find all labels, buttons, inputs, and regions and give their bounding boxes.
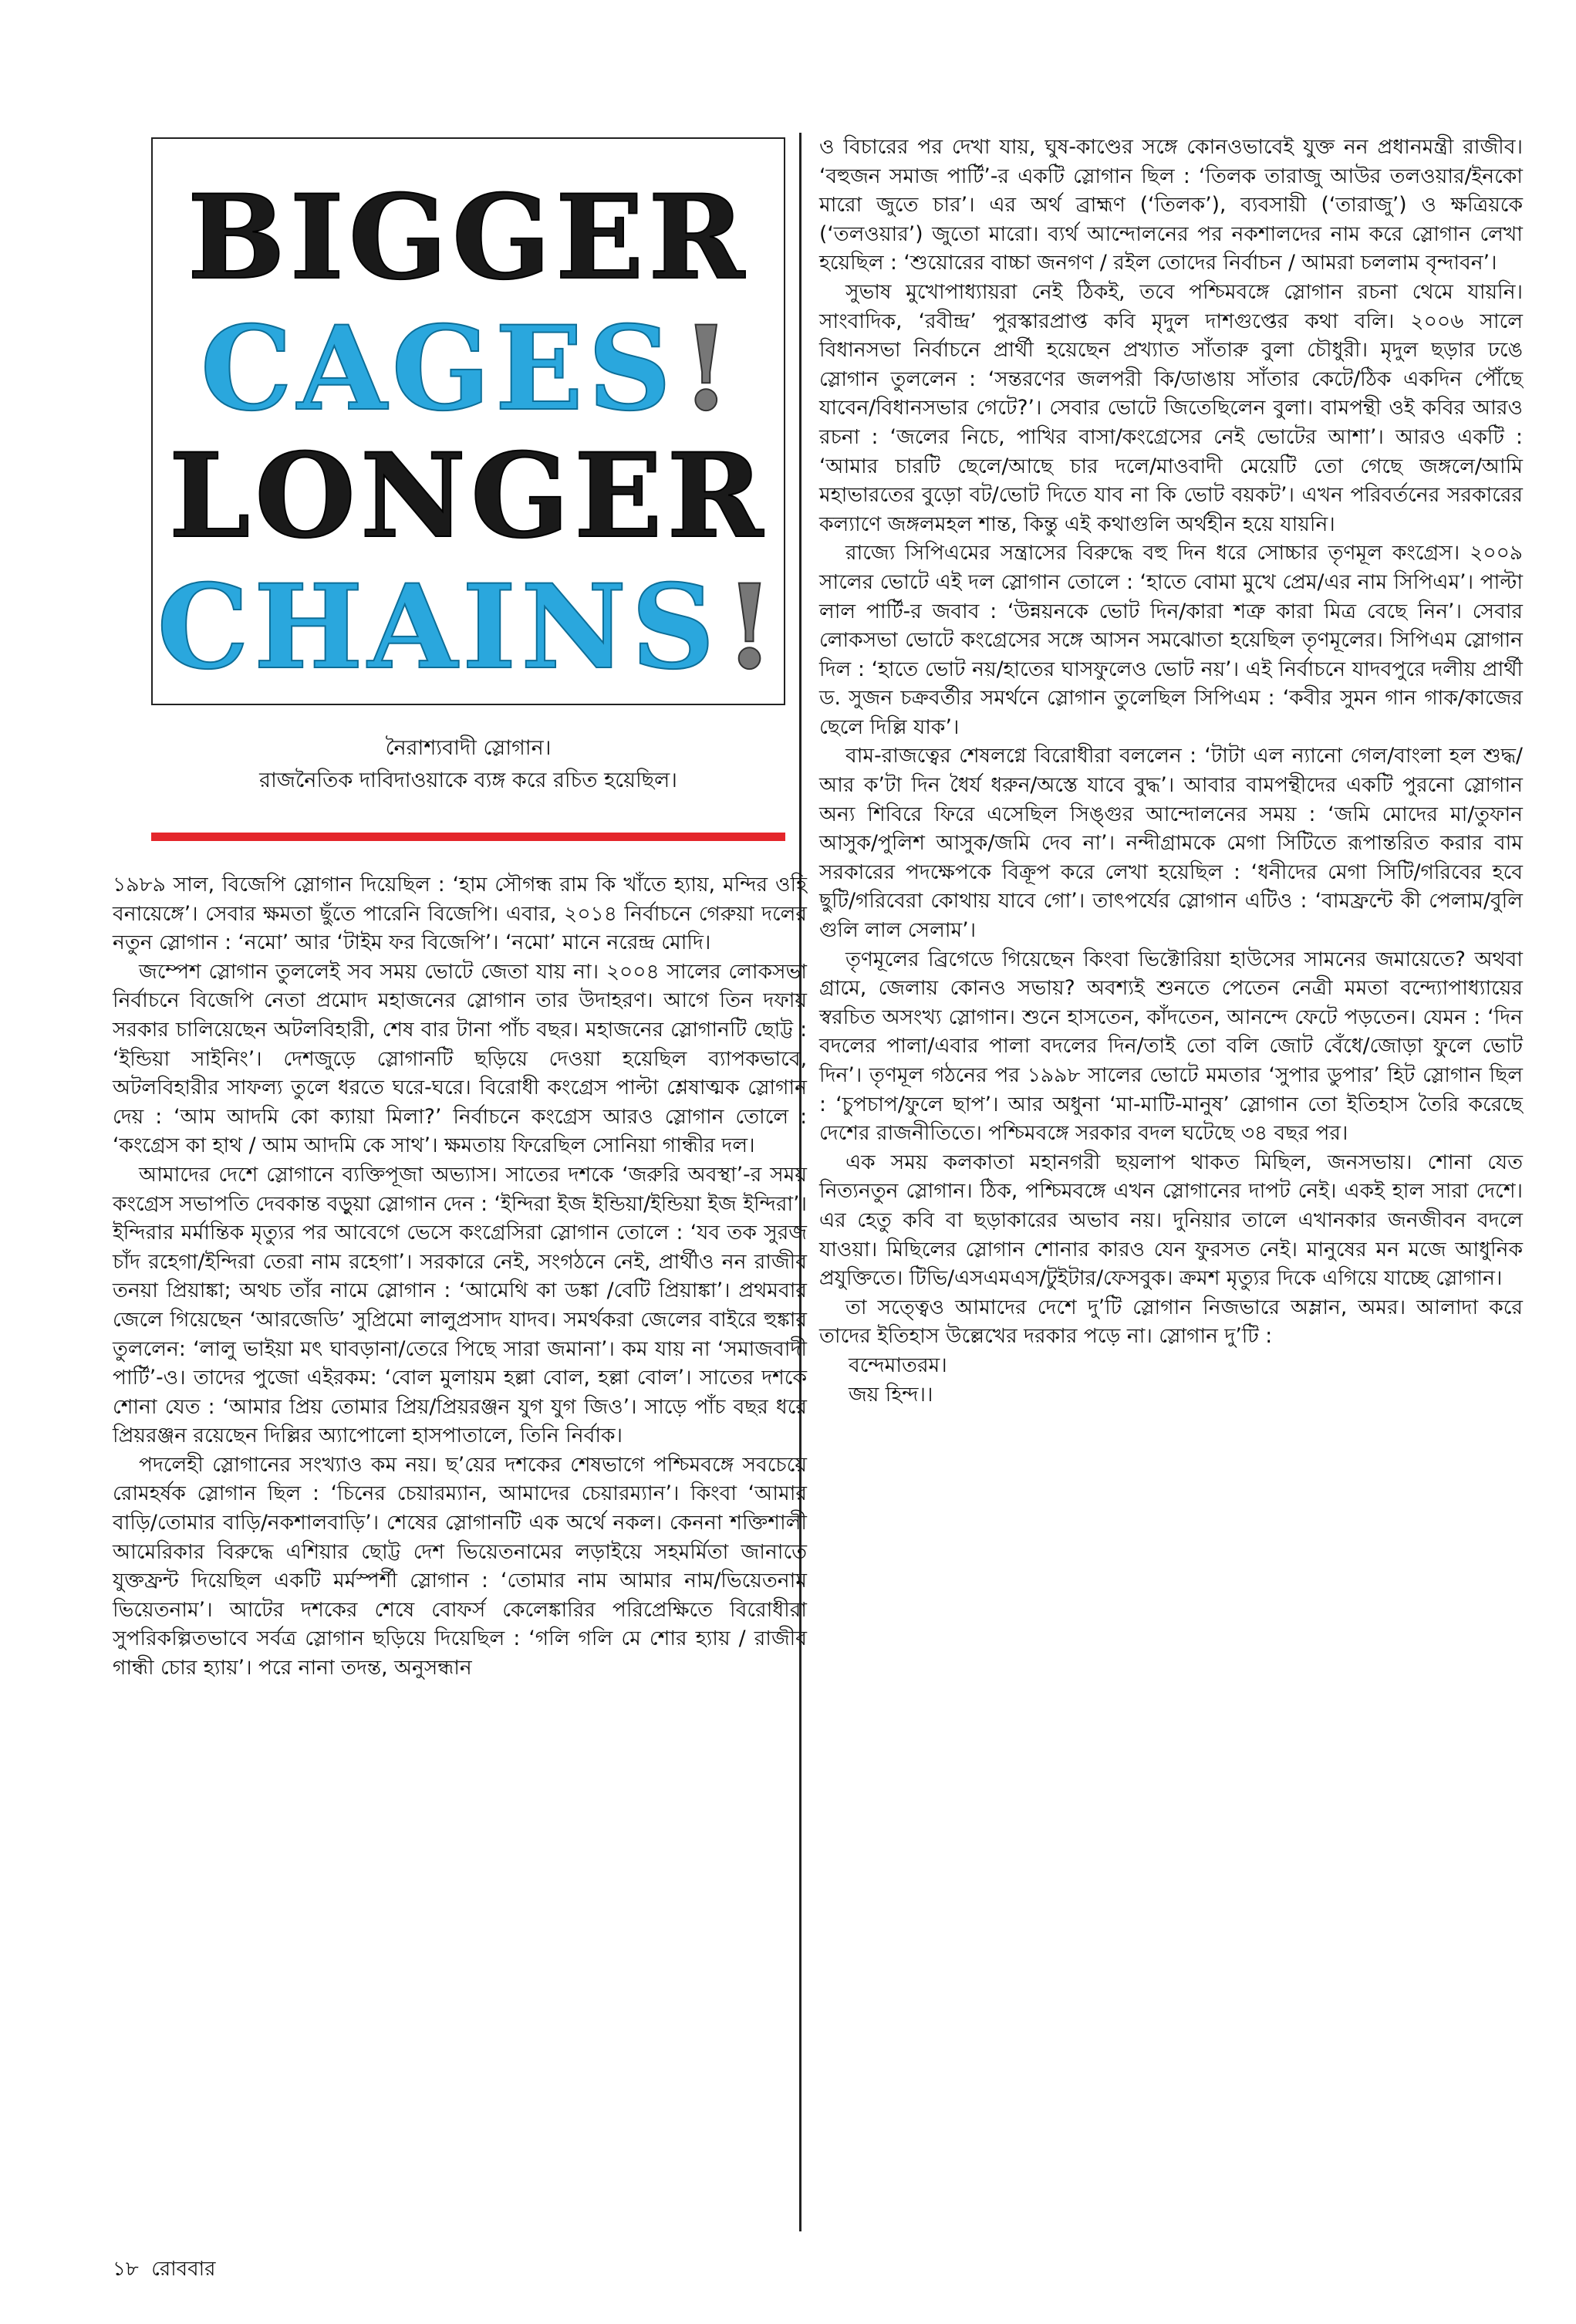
paragraph: ১৯৮৯ সাল, বিজেপি স্লোগান দিয়েছিল : ‘হাম সৌগন্ধ রাম কি খাঁতে হ্যায়, মন্দির ওহি বনায়েঙ্গে’। সেবার ক্ষমতা ছুঁতে পারেনি বিজেপি। এবার, ২০১৪ নির্বাচনে গেরুয়া দলের নতুন স্লোগান : ‘নমো’ আর ‘টাইম ফর বিজেপি’। ‘নমো’ মানে নরেন্দ্র মোদি।	[113, 873, 807, 955]
paragraph: পদলেহী স্লোগানের সংখ্যাও কম নয়। ছ’য়ের দশকের শেষভাগে পশ্চিমবঙ্গে সবচেয়ে রোমহর্ষক স্লোগান ছিল : ‘চিনের চেয়ারম্যান, আমাদের চেয়ারম্যান’। কিংবা ‘আমার বাড়ি/তোমার বাড়ি/নকশালবাড়ি’। শেষের স্লোগানটি এক অর্থে নকল। কেননা শক্তিশালী আমেরিকার বিরুদ্ধে এশিয়ার ছোট্ট দেশ ভিয়েতনামের লড়াইয়ে সহমর্মিতা জানাতে যুক্তফ্রন্ট দিয়েছিল একটি মর্মস্পর্শী স্লোগান : ‘তোমার নাম আমার নাম/ভিয়েতনাম ভিয়েতনাম’। আটের দশকের শেষে বোফর্স কেলেঙ্কারির পরিপ্রেক্ষিতে বিরোধীরা সুপরিকল্পিতভাবে সর্বত্র স্লোগান ছড়িয়ে দিয়েছিল : ‘গলি গলি মে শোর হ্যায় / রাজীব গান্ধী চোর হ্যায়’। পরে নানা তদন্ত, অনুসন্ধান	[113, 1452, 807, 1681]
poster-line-bigger: BIGGER	[187, 170, 750, 306]
closing-slogan: জয় হিন্দ।।	[849, 1382, 933, 1407]
page-number: ১৮	[113, 2258, 139, 2281]
paragraph: সুভাষ মুখোপাধ্যায়রা নেই ঠিকই, তবে পশ্চিমবঙ্গে স্লোগান রচনা থেমে যায়নি। সাংবাদিক, ‘রবীন্দ্র’ পুরস্কারপ্রাপ্ত কবি মৃদুল দাশগুপ্তের কথা বলি। ২০০৬ সালে বিধানসভা নির্বাচনে প্রার্থী হয়েছেন প্রখ্যাত সাঁতারু বুলা চৌধুরী। মৃদুল ছড়ার ঢঙে স্লোগান তুললেন : ‘সন্তরণের জলপরী কি/ডাঙায় সাঁতার কেটে/ঠিক একদিন পৌঁছে যাবেন/বিধানসভার গেটে?’। সেবার ভোটে জিতেছিলেন বুলা। বামপন্থী ওই কবির আরও রচনা : ‘জলের নিচে, পাখির বাসা/কংগ্রেসের নেই ভোটের আশা’। আরও একটি : ‘আমার চারটি ছেলে/আছে চার দলে/মাওবাদী মেয়েটি তো গেছে জঙ্গলে/আমি মহাভারতের বুড়ো বট/ভোট দিতে যাব না কি ভোট বয়কট’। এখন পরিবর্তনের সরকারের কল্যাণে জঙ্গলমহল শান্ত, কিন্তু এই কথাগুলি অর্থহীন হয়ে যায়নি।	[819, 279, 1523, 536]
poster-line-cages: CAGES!	[200, 301, 737, 437]
poster-caption-line2: রাজনৈতিক দাবিদাওয়াকে ব্যঙ্গ করে রচিত হয়েছিল।	[259, 768, 677, 792]
paragraph: জম্পেশ স্লোগান তুললেই সব সময় ভোটে জেতা যায় না। ২০০৪ সালের লোকসভা নির্বাচনে বিজেপি নেতা প্রমোদ মহাজনের স্লোগান তার উদাহরণ। আগে তিন দফায় সরকার চালিয়েছেন অটলবিহারী, শেষ বার টানা পাঁচ বছর। মহাজনের স্লোগানটি ছোট্ট : ‘ইন্ডিয়া সাইনিং’। দেশজুড়ে স্লোগানটি ছড়িয়ে দেওয়া হয়েছিল ব্যাপকভাবে, অটলবিহারীর সাফল্য তুলে ধরতে ঘরে-ঘরে। বিরোধী কংগ্রেস পাল্টা শ্লেষাত্মক স্লোগান দেয় : ‘আম আদমি কো ক্যায়া মিলা?’ নির্বাচনে কংগ্রেস আরও স্লোগান তোলে : ‘কংগ্রেস কা হাথ / আম আদমি কে সাথ’। ক্ষমতায় ফিরেছিল সোনিয়া গান্ধীর দল।	[113, 959, 807, 1158]
closing-slogan: বন্দেমাতরম।	[849, 1353, 947, 1377]
paragraph: এক সময় কলকাতা মহানগরী ছয়লাপ থাকত মিছিল, জনসভায়। শোনা যেত নিত্যনতুন স্লোগান। ঠিক, পশ্চিমবঙ্গে এখন স্লোগানের দাপট নেই। একই হাল সারা দেশে। এর হেতু কবি বা ছড়াকারের অভাব নয়। দুনিয়ার তালে এখানকার জনজীবন বদলে যাওয়া। মিছিলের স্লোগান শোনার কারও যেন ফুরসত নেই। মানুষের মন মজে আধুনিক প্রযুক্তিতে। টিভি/এসএমএস/টুইটার/ফেসবুক। ক্রমশ মৃত্যুর দিকে এগিয়ে যাচ্ছে স্লোগান।	[819, 1150, 1523, 1291]
poster-line-chains: CHAINS!	[157, 559, 780, 695]
page-footer	[113, 2253, 215, 2287]
exclamation-mark: !	[724, 559, 780, 695]
magazine-name: রোববার	[151, 2258, 216, 2281]
paragraph: আমাদের দেশে স্লোগানে ব্যক্তিপূজা অভ্যাস। সাতের দশকে ‘জরুরি অবস্থা’-র সময় কংগ্রেস সভাপতি দেবকান্ত বড়ুয়া স্লোগান দেন : ‘ইন্দিরা ইজ ইন্ডিয়া/ইন্ডিয়া ইজ ইন্দিরা’। ইন্দিরার মর্মান্তিক মৃত্যুর পর আবেগে ভেসে কংগ্রেসিরা স্লোগান তোলে : ‘যব তক সুরজ চাঁদ রহেগা/ইন্দিরা তেরা নাম রহেগা’। সরকারে নেই, সংগঠনে নেই, প্রার্থীও নন রাজীব তনয়া প্রিয়াঙ্কা; অথচ তাঁর নামে স্লোগান : ‘আমেথি কা ডঙ্কা /বেটি প্রিয়াঙ্কা’। প্রথমবার জেলে গিয়েছেন ‘আরজেডি’ সুপ্রিমো লালুপ্রসাদ যাদব। সমর্থকরা জেলের বাইরে হুঙ্কার তুললেন: ‘লালু ভাইয়া মৎ ঘাবড়ানা/তেরে পিছে সারা জমানা’। কম যায় না ‘সমাজবাদী পার্টি’-ও। তাদের পুজো এইরকম: ‘বোল মুলায়ম হল্লা বোল, হল্লা বোল’। সাতের দশকে শোনা যেত : ‘আমার প্রিয় তোমার প্রিয়/প্রিয়রঞ্জন যুগ যুগ জিও’। সাড়ে পাঁচ বছর ধরে প্রিয়রঞ্জন রয়েছেন দিল্লির অ্যাপোলো হাসপাতালে, তিনি নির্বাক।	[113, 1162, 807, 1448]
paragraph: তৃণমূলের ব্রিগেডে গিয়েছেন কিংবা ভিক্টোরিয়া হাউসের সামনের জমায়েতে? অথবা গ্রামে, জেলায় কোনও সভায়? অবশ্যই শুনতে পেতেন নেত্রী মমতা বন্দ্যোপাধ্যায়ের স্বরচিত অসংখ্য স্লোগান। শুনে হাসতেন, কাঁদতেন, আনন্দে ফেটে পড়তেন। যেমন : ‘দিন বদলের পালা/এবার পালা বদলের দিন/তাই তো বলি জোট বেঁধে/জোড়া ফুলে ভোট দিন’। তৃণমূল গঠনের পর ১৯৯৮ সালের ভোটে মমতার ‘সুপার ডুপার’ হিট স্লোগান ছিল : ‘চুপচাপ/ফুলে ছাপ’। আর অধুনা ‘মা-মাটি-মানুষ’ স্লোগান তো ইতিহাস তৈরি করেছে দেশের রাজনীতিতে। পশ্চিমবঙ্গে সরকার বদল ঘটেছে ৩৪ বছর পর।	[819, 947, 1523, 1146]
article-left-column	[113, 870, 807, 1683]
paragraph: রাজ্যে সিপিএমের সন্ত্রাসের বিরুদ্ধে বহু দিন ধরে সোচ্চার তৃণমূল কংগ্রেস। ২০০৯ সালের ভোটে এই দল স্লোগান তোলে : ‘হাতে বোমা মুখে প্রেম/এর নাম সিপিএম’। পাল্টা লাল পার্টি-র জবাব : ‘উন্নয়নকে ভোট দিন/কারা শত্রু কারা মিত্র বেছে নিন’। সেবার লোকসভা ভোটে কংগ্রেসের সঙ্গে আসন সমঝোতা হয়েছিল তৃণমূলের। সিপিএম স্লোগান দিল : ‘হাতে ভোট নয়/হাতের ঘাসফুলেও ভোট নয়’। এই নির্বাচনে যাদবপুরে দলীয় প্রার্থী ড. সুজন চক্রবর্তীর সমর্থনে স্লোগান তুলেছিল সিপিএম : ‘কবীর সুমন গান গাক/কাজের ছেলে দিল্লি যাক’।	[819, 541, 1523, 739]
poster-line-longer: LONGER	[168, 428, 768, 564]
poster-caption-line1: নৈরাশ্যবাদী স্লোগান।	[385, 736, 552, 760]
paragraph: তা সত্ত্বেও আমাদের দেশে দু’টি স্লোগান নিজভারে অম্লান, অমর। আলাদা করে তাদের ইতিহাস উল্লেখের দরকার পড়ে না। স্লোগান দু’টি :	[819, 1295, 1523, 1349]
paragraph: ও বিচারের পর দেখা যায়, ঘুষ-কাণ্ডের সঙ্গে কোনওভাবেই যুক্ত নন প্রধানমন্ত্রী রাজীব। ‘বহুজন সমাজ পার্টি’-র একটি স্লোগান ছিল : ‘তিলক তারাজু আউর তলওয়ার/ইনকো মারো জুতে চার’। এর অর্থ ব্রাহ্মণ (‘তিলক’), ব্যবসায়ী (‘তারাজু’) ও ক্ষত্রিয়কে (‘তলওয়ার’) জুতো মারো। ব্যর্থ আন্দোলনের পর নকশালদের নাম করে স্লোগান লেখা হয়েছিল : ‘শুয়োরের বাচ্চা জনগণ / রইল তোদের নির্বাচন / আমরা চললাম বৃন্দাবন’।	[819, 135, 1523, 275]
slogan-poster	[151, 137, 785, 705]
paragraph: বাম-রাজত্বের শেষলগ্নে বিরোধীরা বললেন : ‘টাটা এল ন্যানো গেল/বাংলা হল শুদ্ধ/আর ক’টা দিন ধৈর্য ধরুন/অস্তে যাবে বুদ্ধ’। আবার বামপন্থীদের একটি পুরনো স্লোগান অন্য শিবিরে ফিরে এসেছিল সিঙ্গুর আন্দোলনের সময় : ‘জমি মোদের মা/তুফান আসুক/পুলিশ আসুক/জমি দেব না’। নন্দীগ্রামকে মেগা সিটিতে রূপান্তরিত করার বাম সরকারের পদক্ষেপকে বিক্রূপ করে লেখা হয়েছিল : ‘ধনীদের মেগা সিটি/গরিবের হবে ছুটি/গরিবেরা কোথায় যাবে গো’। তাৎপর্যের স্লোগান এটিও : ‘বামফ্রন্টে কী পেলাম/বুলি গুলি লাল সেলাম’।	[819, 744, 1523, 943]
red-divider	[151, 833, 785, 841]
article-right-column	[819, 133, 1523, 1409]
exclamation-mark: !	[680, 301, 737, 437]
